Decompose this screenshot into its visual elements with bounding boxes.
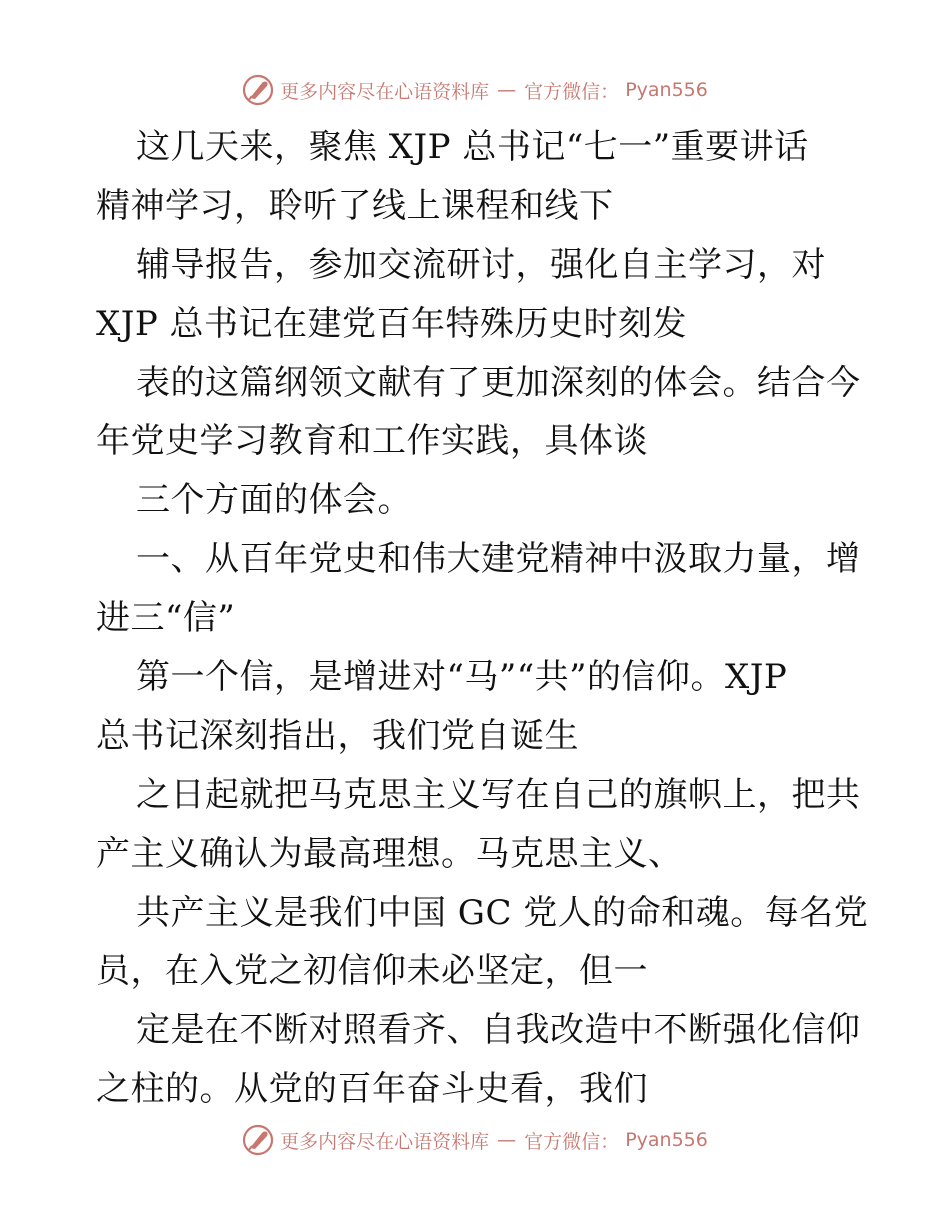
text-line: 员，在入党之初信仰未必坚定，但一	[96, 951, 648, 992]
text-line: 第一个信，是增进对“马”“共”的信仰。XJP	[136, 657, 788, 698]
text-line: 产主义确认为最高理想。马克思主义、	[96, 833, 683, 874]
section-heading-line: 一、从百年党史和伟大建党精神中汲取力量，增	[136, 539, 861, 580]
text-line: 精神学习，聆听了线上课程和线下	[96, 185, 614, 226]
text-line: XJP 总书记在建党百年特殊历史时刻发	[96, 303, 688, 344]
quill-logo-icon	[242, 74, 274, 106]
header-watermark	[0, 70, 950, 110]
watermark-separator: —	[497, 1129, 517, 1151]
watermark-label: 官方微信：	[524, 80, 620, 103]
watermark-separator: —	[497, 79, 517, 101]
text-line: 三个方面的体会。	[136, 480, 412, 521]
quill-logo-icon	[242, 1124, 274, 1156]
text-line: 这几天来，聚焦 XJP 总书记“七一”重要讲话	[136, 127, 809, 167]
text-line: 总书记深刻指出，我们党自诞生	[96, 715, 579, 756]
text-line: 共产主义是我们中国 GC 党人的命和魂。每名党	[136, 892, 869, 933]
watermark-wechat-id: Pyan556	[625, 1129, 708, 1151]
watermark-text: 更多内容尽在心语资料库	[280, 80, 490, 103]
text-line: 定是在不断对照看齐、自我改造中不断强化信仰	[136, 1010, 861, 1051]
text-line: 年党史学习教育和工作实践，具体谈	[96, 421, 648, 462]
text-line: 之柱的。从党的百年奋斗史看，我们	[96, 1069, 648, 1110]
section-heading-line: 进三“信”	[96, 598, 236, 639]
footer-watermark	[0, 1120, 950, 1160]
text-line: 辅导报告，参加交流研讨，强化自主学习，对	[136, 244, 826, 285]
watermark-label: 官方微信：	[524, 1130, 620, 1153]
watermark-text: 更多内容尽在心语资料库	[280, 1130, 490, 1153]
text-line: 表的这篇纲领文献有了更加深刻的体会。结合今	[136, 362, 861, 403]
document-body	[96, 118, 869, 1119]
watermark-wechat-id: Pyan556	[625, 79, 708, 101]
text-line: 之日起就把马克思主义写在自己的旗帜上，把共	[136, 774, 861, 815]
